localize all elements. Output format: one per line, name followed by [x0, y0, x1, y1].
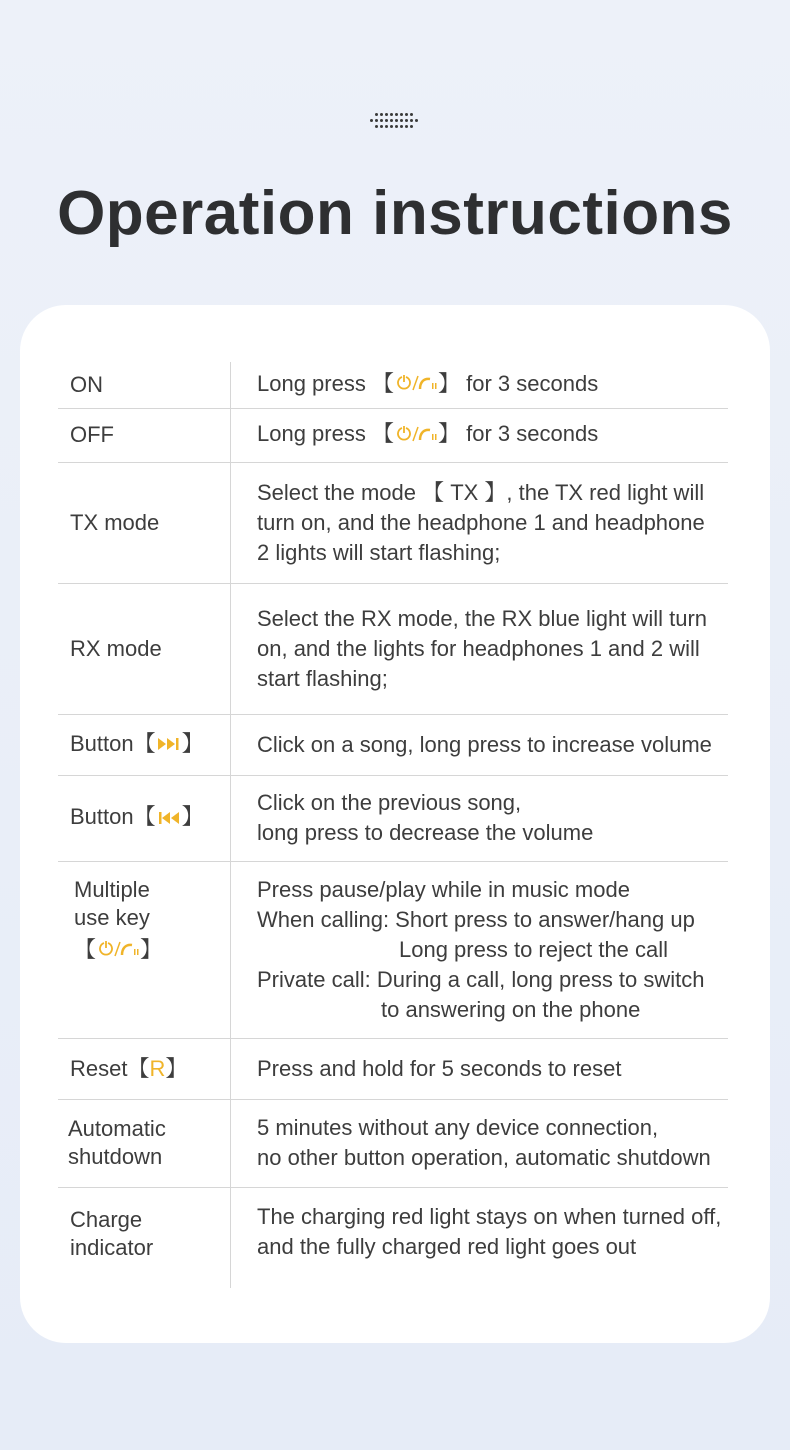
text-line: When calling: Short press to answer/hang up	[257, 906, 695, 932]
grille-dot	[390, 113, 393, 116]
grille-dot	[415, 119, 418, 122]
text-line: start flashing;	[257, 665, 388, 691]
power-call-icon	[96, 937, 140, 965]
table-row	[58, 362, 728, 408]
text-line: Long press to reject the call	[399, 936, 669, 962]
grille-dot	[405, 125, 408, 128]
text-line: Select the mode 【 TX 】, the TX red light will	[257, 479, 705, 505]
grille-dot	[405, 113, 408, 116]
table-row	[58, 775, 728, 861]
bracket-close: 】	[165, 1055, 188, 1081]
row-text	[231, 714, 729, 775]
text-line: on, and the lights for headphones 1 and 2 will	[257, 635, 700, 661]
text-line: Private call: During a call, long press to switch	[257, 966, 705, 992]
table-row	[58, 1099, 728, 1187]
row-text	[231, 861, 729, 1038]
table-row	[58, 714, 728, 775]
text-line: no other button operation, automatic shutdown	[257, 1145, 711, 1170]
row-label-line: Automatic	[68, 1116, 166, 1141]
row-text	[231, 1187, 729, 1288]
speaker-grille-icon	[370, 110, 420, 134]
grille-dot	[400, 119, 403, 122]
grille-dot	[390, 119, 393, 122]
row-text	[231, 1099, 729, 1187]
bracket-close: 】	[181, 730, 204, 756]
bracket-open: 【	[133, 730, 156, 756]
row-label	[58, 1038, 231, 1099]
row-label-text: Reset	[70, 1055, 128, 1081]
grille-dot	[375, 125, 378, 128]
row-text-prefix: Long press	[257, 371, 366, 397]
row-label-key	[74, 936, 230, 965]
text-line: and the fully charged red light goes out	[257, 1233, 637, 1259]
grille-dot	[410, 119, 413, 122]
grille-dot	[395, 119, 398, 122]
grille-dot	[385, 113, 388, 116]
text-line: to answering on the phone	[381, 996, 641, 1022]
row-label: OFF	[58, 408, 231, 462]
row-label-line: indicator	[70, 1234, 154, 1260]
text-line: The charging red light stays on when turned off,	[257, 1203, 722, 1229]
text-line: 5 minutes without any device connection,	[257, 1115, 659, 1140]
grille-dot	[410, 113, 413, 116]
bracket-close: 】	[140, 936, 163, 962]
row-label-line: shutdown	[68, 1144, 163, 1169]
row-text	[231, 362, 729, 408]
table-row	[58, 861, 728, 1038]
text-line: turn on, and the headphone 1 and headphone	[257, 509, 705, 535]
row-label	[58, 775, 231, 861]
table-row	[58, 1187, 728, 1288]
grille-dot	[380, 113, 383, 116]
bracket-close: 】	[438, 371, 461, 397]
row-label	[58, 714, 231, 775]
table-row	[58, 462, 728, 583]
row-label-line: Charge	[70, 1206, 143, 1232]
table-row	[58, 408, 728, 462]
page-title: Operation instructions	[57, 179, 733, 248]
row-label: ON	[58, 362, 231, 408]
row-label: RX mode	[58, 583, 231, 714]
grille-dot	[390, 125, 393, 128]
grille-dot	[400, 113, 403, 116]
instructions-table	[58, 362, 728, 1288]
grille-dot	[380, 119, 383, 122]
bracket-close: 】	[438, 421, 461, 447]
row-label	[58, 1099, 231, 1187]
grille-dot	[395, 113, 398, 116]
row-label-line: use key	[74, 904, 150, 930]
table-row	[58, 583, 728, 714]
power-call-icon	[394, 421, 438, 451]
row-text-prefix: Long press	[257, 421, 366, 447]
bracket-close: 】	[181, 804, 204, 830]
text-line: Select the RX mode, the RX blue light will turn	[257, 605, 708, 631]
power-call-icon	[394, 370, 438, 400]
row-label: TX mode	[58, 462, 231, 583]
text-line: Click on a song, long press to increase volume	[257, 731, 712, 757]
row-text-suffix: for 3 seconds	[466, 371, 599, 397]
bracket-open: 【	[371, 371, 394, 397]
grille-dot	[380, 125, 383, 128]
row-label	[58, 861, 231, 1038]
grille-dot	[405, 119, 408, 122]
next-track-icon	[156, 730, 182, 760]
bracket-open: 【	[133, 804, 156, 830]
row-label-text: Button	[70, 730, 134, 756]
grille-dot	[395, 125, 398, 128]
reset-key-letter: R	[149, 1055, 166, 1081]
bracket-open: 【	[74, 936, 97, 962]
text-line: Press and hold for 5 seconds to reset	[257, 1055, 622, 1081]
row-text	[231, 408, 729, 462]
row-text	[231, 1038, 729, 1099]
text-line: 2 lights will start flashing;	[257, 539, 501, 565]
instructions-card	[20, 305, 770, 1343]
grille-dot	[375, 119, 378, 122]
grille-dot	[385, 119, 388, 122]
row-text	[231, 583, 729, 714]
row-label-text: Button	[70, 804, 134, 830]
row-label-line: Multiple	[74, 876, 150, 902]
text-line: Click on the previous song,	[257, 790, 522, 815]
previous-track-icon	[156, 804, 182, 834]
text-line: long press to decrease the volume	[257, 820, 594, 845]
grille-dot	[385, 125, 388, 128]
bracket-open: 【	[371, 421, 394, 447]
grille-dot	[375, 113, 378, 116]
table-row	[58, 1038, 728, 1099]
row-text	[231, 462, 729, 583]
grille-dot	[410, 125, 413, 128]
row-label	[58, 1187, 231, 1288]
row-text-suffix: for 3 seconds	[466, 421, 599, 447]
text-line: Press pause/play while in music mode	[257, 876, 630, 902]
grille-dot	[400, 125, 403, 128]
bracket-open: 【	[127, 1055, 150, 1081]
row-text	[231, 775, 729, 861]
grille-dot	[370, 119, 373, 122]
